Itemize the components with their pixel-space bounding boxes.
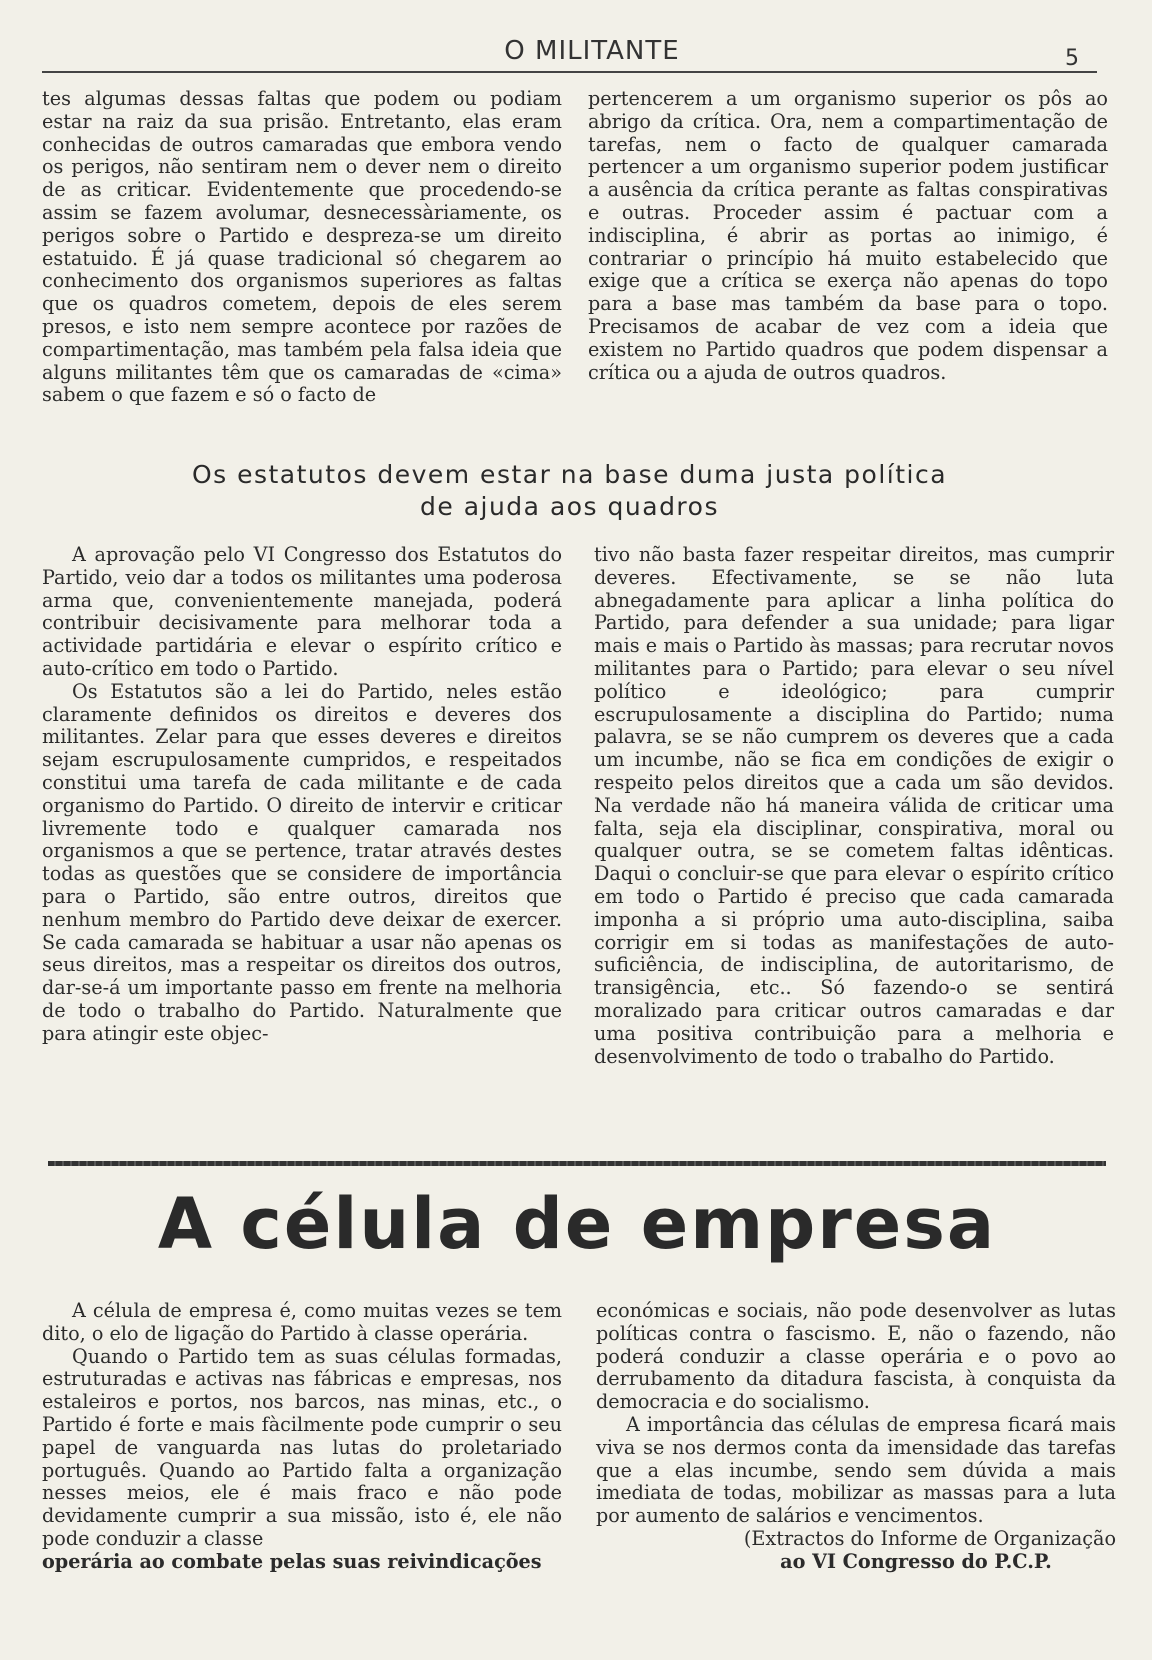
paragraph: A aprovação pelo VI Congresso dos Estatutos do Partido, veio dar a todos os militantes uma poderosa arma que, convenientemente manejada, poderá contribuir decisivamente para melhorar toda a actividade partidária e elevar o espírito crítico e auto-crítico em todo o Partido. [42, 543, 562, 680]
paragraph: tivo não basta fazer respeitar direitos, mas cumprir deveres. Efectivamente, se se não luta abnegadamente para aplicar a linha política do Partido, para defender a sua unidade; para ligar mais e mais o Partido às massas; para recrutar novos militantes para o Partido; para elevar o seu nível político e ideológico; para cumprir escrupulosamente a disciplina do Partido; numa palavra, se se não cumprem os deveres que a cada um incumbe, não se fica em condições de exigir o respeito pelos direitos que a cada um são devidos. Na verdade não há maneira válida de criticar uma falta, seja ela disciplinar, conspirativa, moral ou qualquer outra, se se cometem faltas idênticas. Daqui o concluir-se que para elevar o espírito crítico em todo o Partido é preciso que cada camarada imponha a si próprio uma auto-disciplina, saiba corrigir em si todas as manifestações de auto-suficiência, de indisciplina, de autoritarismo, de transigência, etc.. Só fazendo-o se sentirá moralizado para criticar outros camaradas e dar uma positiva contribuição para a melhoria e desenvolvimento de todo o trabalho do Partido. [594, 543, 1114, 1068]
section3-left-column [42, 1300, 562, 1574]
section-divider [48, 1161, 1106, 1166]
section1-left-column [42, 88, 562, 407]
bold-paragraph-tail: operária ao combate pelas suas reivindicações [42, 1549, 542, 1573]
article-headline: A célula de empresa [157, 1183, 997, 1265]
paragraph: pertencerem a um organismo superior os pôs ao abrigo da crítica. Ora, nem a compartimentação de tarefas, nem o facto de qualquer camarada pertencer a um organismo superior podem justificar a ausência da crítica perante as faltas conspirativas e outras. Proceder assim é pactuar com a indisciplina, é abrir as portas ao inimigo, é contrariar o princípio há muito estabelecido que exige que a crítica se exerça não apenas do topo para a base mas também da base para o topo. Precisamos de acabar de vez com a ideia que existem no Partido quadros que podem dispensar a crítica ou a ajuda de outros quadros. [588, 87, 1108, 384]
section3-right-column [596, 1300, 1116, 1574]
source-credit-line2: ao VI Congresso do P.C.P. [780, 1549, 1052, 1573]
subheading-line2: de ajuda aos quadros [420, 492, 719, 521]
paragraph: A importância das células de empresa ficará mais viva se nos dermos conta da imensidade das tarefas que a elas incumbe, sendo sem dúvida a mais imediata de todas, mobilizar as massas para a luta por aumento de salários e vencimentos. [596, 1412, 1116, 1528]
section2-right-column [594, 544, 1114, 1068]
paragraph: A célula de empresa é, como muitas vezes se tem dito, o elo de ligação do Partido à classe operária. [42, 1299, 562, 1345]
paragraph: Quando o Partido tem as suas células formadas, estruturadas e activas nas fábricas e empresas, nos estaleiros e portos, nos barcos, nas minas, etc., o Partido é forte e mais fàcilmente pode cumprir o seu papel de vanguarda nas lutas do proletariado português. Quando ao Partido falta a organização nesses meios, ele é mais fraco e não pode devidamente cumprir a sua missão, isto é, ele não pode conduzir a classe [42, 1344, 562, 1550]
paragraph: económicas e sociais, não pode desenvolver as lutas políticas contra o fascismo. E, não o fazendo, não poderá conduzir a classe operária e o povo ao derrubamento da ditadura fascista, à conquista da democracia e do socialismo. [596, 1299, 1116, 1414]
page-header [42, 36, 1097, 74]
page-number: 5 [1065, 46, 1079, 71]
paragraph: tes algumas dessas faltas que podem ou podiam estar na raiz da sua prisão. Entretanto, elas eram conhecidas de outros camaradas que embora vendo os perigos, não sentiram nem o dever nem o direito de as criticar. Evidentemente que procedendo-se assim se fazem avolumar, desnecessàriamente, os perigos sobre o Partido e despreza-se um direito estatuido. É já quase tradicional só chegarem ao conhecimento dos organismos superiores as faltas que os quadros cometem, depois de eles serem presos, e isto nem sempre acontece por razões de compartimentação, mas também pela falsa ideia que alguns militantes têm que os camaradas de «cima» sabem o que fazem e só o facto de [42, 87, 562, 407]
header-rule [42, 71, 1097, 73]
paragraph: Os Estatutos são a lei do Partido, neles estão claramente definidos os direitos e deveres dos militantes. Zelar para que esses deveres e direitos sejam escrupulosamente cumpridos, e respeitados constitui uma tarefa de cada militante e de cada organismo do Partido. O direito de intervir e criticar livremente todo e qualquer camarada nos organismos a que se pertence, tratar através destes todas as questões que se considere de importância para o Partido, são entre outros, direitos que nenhum membro do Partido deve deixar de exercer. Se cada camarada se habituar a usar não apenas os seus direitos, mas a respeitar os direitos dos outros, dar-se-á um importante passo em frente na melhoria de todo o trabalho do Partido. Naturalmente que para atingir este objec- [42, 679, 562, 1045]
subheading-line1: Os estatutos devem estar na base duma justa política [191, 460, 948, 489]
source-credit-line1: (Extractos do Informe de Organização [743, 1526, 1116, 1550]
publication-title: O MILITANTE [504, 36, 680, 66]
section1-right-column [588, 88, 1108, 384]
section2-left-column [42, 544, 562, 1046]
